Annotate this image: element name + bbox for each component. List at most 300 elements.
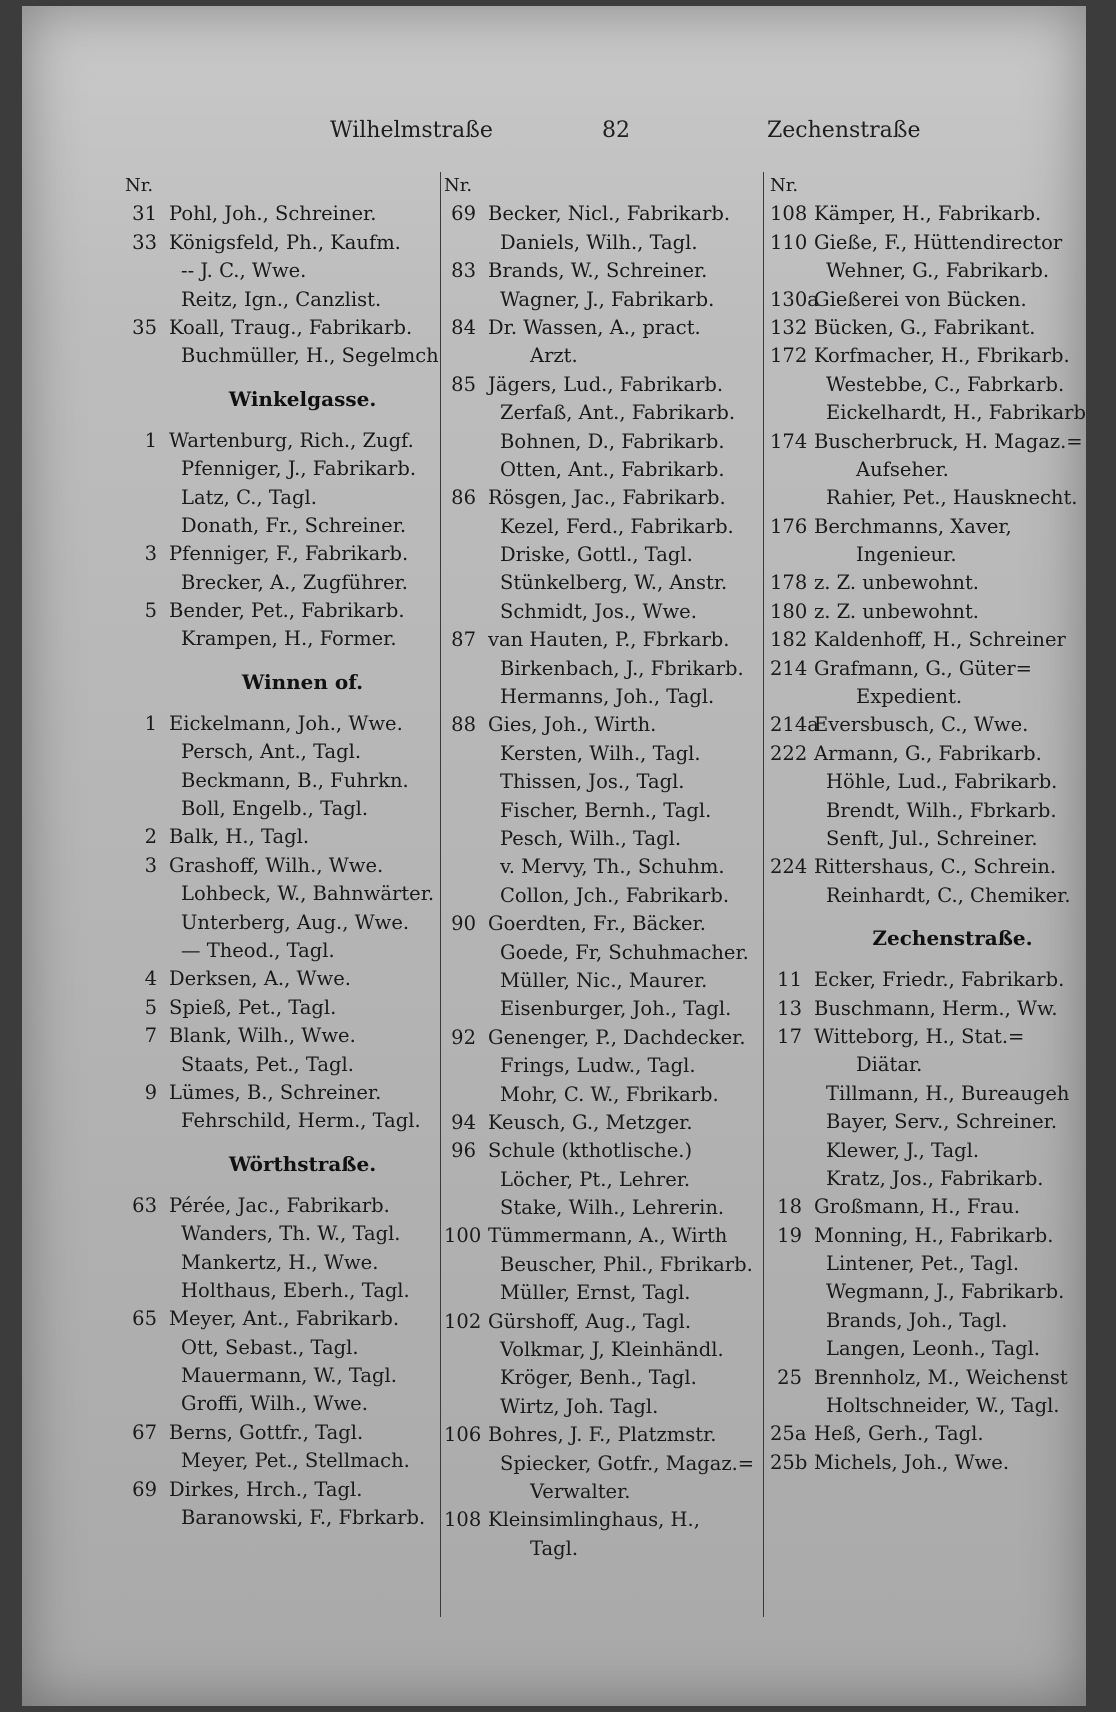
- entry-text: Persch, Ant., Tagl.: [181, 740, 362, 764]
- directory-entry: [444, 200, 774, 228]
- directory-entry: [444, 853, 774, 881]
- entry-text: — Theod., Tagl.: [181, 938, 335, 962]
- house-number: 102: [444, 1309, 482, 1333]
- directory-entry: [770, 1335, 1095, 1363]
- entry-text: Aufseher.: [856, 457, 949, 481]
- directory-entry: [770, 314, 1095, 342]
- entry-text: Michels, Joh., Wwe.: [814, 1450, 1010, 1474]
- directory-entry: [444, 995, 774, 1023]
- directory-entry: [125, 965, 440, 993]
- house-number: 5: [144, 599, 157, 623]
- directory-entry: [770, 1449, 1095, 1477]
- house-number: 19: [777, 1223, 802, 1247]
- entry-text: Grafmann, G., Güter=: [814, 656, 1033, 680]
- entry-text: Brendt, Wilh., Fbrkarb.: [826, 798, 1057, 822]
- directory-entry: [770, 1023, 1095, 1051]
- directory-entry: [125, 625, 440, 653]
- entry-text: Groffi, Wilh., Wwe.: [181, 1392, 368, 1416]
- entry-text: Mohr, C. W., Fbrikarb.: [500, 1082, 719, 1106]
- directory-entry: [444, 598, 774, 626]
- page-number: 82: [602, 118, 630, 143]
- directory-entry: [770, 598, 1095, 626]
- entry-text: Armann, G., Fabrikarb.: [814, 741, 1042, 765]
- directory-entry: [770, 1108, 1095, 1136]
- entry-text: Reitz, Ign., Canzlist.: [181, 287, 382, 311]
- directory-entry: [125, 342, 440, 370]
- directory-entry: [770, 655, 1095, 683]
- directory-entry: [125, 1220, 440, 1248]
- house-number: 18: [777, 1195, 802, 1219]
- house-number: 90: [451, 912, 476, 936]
- nr-label: Nr.: [444, 175, 473, 196]
- directory-entry: [125, 257, 440, 285]
- entry-text: Eversbusch, C., Wwe.: [814, 713, 1029, 737]
- directory-entry: [770, 229, 1095, 257]
- directory-entry: [125, 1051, 440, 1079]
- entry-text: Schmidt, Jos., Wwe.: [500, 599, 697, 623]
- house-number: 88: [451, 713, 476, 737]
- house-number: 25b: [770, 1450, 808, 1474]
- directory-entry: [125, 880, 440, 908]
- entry-text: Otten, Ant., Fabrikarb.: [500, 457, 725, 481]
- house-number: 214a: [770, 713, 819, 737]
- entry-text: Spieß, Pet., Tagl.: [169, 995, 337, 1019]
- column-header-nr: [125, 172, 440, 200]
- entry-text: Kleinsimlinghaus, H.,: [488, 1508, 700, 1532]
- directory-entry: [770, 428, 1095, 456]
- directory-entry: [770, 995, 1095, 1023]
- entry-text: Volkmar, J, Kleinhändl.: [500, 1338, 724, 1362]
- house-number: 85: [451, 372, 476, 396]
- entry-text: Gies, Joh., Wirth.: [488, 713, 657, 737]
- entry-text: Bender, Pet., Fabrikarb.: [169, 599, 405, 623]
- entry-text: Goede, Fr, Schuhmacher.: [500, 940, 749, 964]
- entry-text: Rösgen, Jac., Fabrikarb.: [488, 486, 726, 510]
- entry-text: Witteborg, H., Stat.=: [814, 1024, 1025, 1048]
- entry-text: Goerdten, Fr., Bäcker.: [488, 912, 706, 936]
- house-number: 25a: [770, 1422, 807, 1446]
- directory-entry: [125, 1334, 440, 1362]
- house-number: 108: [770, 202, 808, 226]
- house-number: 94: [451, 1110, 476, 1134]
- entry-text: Kratz, Jos., Fabrikarb.: [826, 1166, 1044, 1190]
- directory-entry: [770, 1420, 1095, 1448]
- directory-entry: [444, 1166, 774, 1194]
- entry-text: Holtschneider, W., Tagl.: [826, 1394, 1060, 1418]
- directory-entry: [444, 711, 774, 739]
- directory-entry: [444, 683, 774, 711]
- directory-entry: [770, 853, 1095, 881]
- directory-entry: [770, 342, 1095, 370]
- house-number: 222: [770, 741, 808, 765]
- house-number: 3: [144, 542, 157, 566]
- house-number: 69: [132, 1477, 157, 1501]
- entry-text: Langen, Leonh., Tagl.: [826, 1337, 1041, 1361]
- entry-text: Latz, C., Tagl.: [181, 485, 317, 509]
- directory-entry: [125, 738, 440, 766]
- directory-entry: [125, 1192, 440, 1220]
- directory-entry: [770, 371, 1095, 399]
- directory-entry: [770, 399, 1095, 427]
- house-number: 3: [144, 853, 157, 877]
- directory-entry: [770, 513, 1095, 541]
- directory-entry: [444, 428, 774, 456]
- entry-text: Buchmüller, H., Segelmch: [181, 344, 439, 368]
- directory-entry: [770, 1137, 1095, 1165]
- directory-entry: [125, 767, 440, 795]
- entry-text: Senft, Jul., Schreiner.: [826, 826, 1038, 850]
- column-2: [444, 172, 774, 1563]
- entry-text: Gießerei von Bücken.: [814, 287, 1027, 311]
- entry-text: Kaldenhoff, H., Schreiner: [814, 628, 1066, 652]
- directory-entry: [770, 825, 1095, 853]
- entry-text: Arzt.: [530, 344, 578, 368]
- house-number: 182: [770, 628, 808, 652]
- entry-text: Ecker, Friedr., Fabrikarb.: [814, 968, 1065, 992]
- house-number: 176: [770, 514, 808, 538]
- entry-text: Lümes, B., Schreiner.: [169, 1080, 382, 1104]
- house-number: 87: [451, 628, 476, 652]
- house-number: 172: [770, 344, 808, 368]
- house-number: 65: [132, 1307, 157, 1331]
- entry-text: Donath, Fr., Schreiner.: [181, 513, 407, 537]
- directory-entry: [444, 1393, 774, 1421]
- entry-text: Löcher, Pt., Lehrer.: [500, 1167, 691, 1191]
- house-number: 2: [144, 825, 157, 849]
- entry-text: Tagl.: [530, 1536, 579, 1560]
- entry-text: Lintener, Pet., Tagl.: [826, 1252, 1020, 1276]
- entry-text: Klewer, J., Tagl.: [826, 1138, 980, 1162]
- directory-entry: [444, 797, 774, 825]
- entry-text: Becker, Nicl., Fabrikarb.: [488, 202, 731, 226]
- directory-entry: [770, 484, 1095, 512]
- entry-text: Müller, Nic., Maurer.: [500, 968, 708, 992]
- entry-text: Stünkelberg, W., Anstr.: [500, 571, 728, 595]
- entry-text: Monning, H., Fabrikarb.: [814, 1223, 1054, 1247]
- directory-entry: [444, 1421, 774, 1449]
- entry-text: Zerfaß, Ant., Fabrikarb.: [500, 401, 736, 425]
- directory-entry: [444, 626, 774, 654]
- header-left-street: Wilhelmstraße: [330, 118, 493, 143]
- directory-entry: [444, 257, 774, 285]
- directory-entry: [770, 286, 1095, 314]
- nr-label: Nr.: [770, 175, 799, 196]
- house-number: 5: [144, 995, 157, 1019]
- entry-text: Lohbeck, W., Bahnwärter.: [181, 882, 435, 906]
- directory-entry: [444, 740, 774, 768]
- house-number: 11: [777, 968, 802, 992]
- directory-entry: [444, 314, 774, 342]
- entry-text: Koall, Traug., Fabrikarb.: [169, 315, 413, 339]
- entry-text: Pfenniger, J., Fabrikarb.: [181, 457, 417, 481]
- directory-entry: [444, 569, 774, 597]
- entry-text: van Hauten, P., Fbrkarb.: [488, 628, 730, 652]
- directory-entry: [770, 1193, 1095, 1221]
- entry-text: Grashoff, Wilh., Wwe.: [169, 853, 384, 877]
- house-number: 224: [770, 855, 808, 879]
- directory-entry: [444, 456, 774, 484]
- directory-entry: [444, 513, 774, 541]
- entry-text: Rahier, Pet., Hausknecht.: [826, 486, 1078, 510]
- entry-text: -- J. C., Wwe.: [181, 259, 307, 283]
- directory-entry: [444, 1535, 774, 1563]
- nr-label: Nr.: [125, 175, 154, 196]
- entry-text: Mankertz, H., Wwe.: [181, 1250, 379, 1274]
- directory-entry: [770, 1364, 1095, 1392]
- directory-entry: [770, 200, 1095, 228]
- entry-text: Dr. Wassen, A., pract.: [488, 315, 701, 339]
- entry-text: Wegmann, J., Fabrikarb.: [826, 1280, 1065, 1304]
- directory-entry: [125, 937, 440, 965]
- entry-text: Kämper, H., Fabrikarb.: [814, 202, 1042, 226]
- directory-entry: [125, 1277, 440, 1305]
- directory-entry: [444, 825, 774, 853]
- entry-text: Tillmann, H., Bureaugeh: [826, 1081, 1070, 1105]
- entry-text: Wagner, J., Fabrikarb.: [500, 287, 715, 311]
- directory-entry: [125, 1362, 440, 1390]
- house-number: 96: [451, 1139, 476, 1163]
- directory-entry: [125, 1305, 440, 1333]
- directory-entry: [444, 1024, 774, 1052]
- entry-text: Hermanns, Joh., Tagl.: [500, 685, 715, 709]
- entry-text: Rittershaus, C., Schrein.: [814, 855, 1057, 879]
- entry-text: v. Mervy, Th., Schuhm.: [500, 855, 725, 879]
- entry-text: Bohnen, D., Fabrikarb.: [500, 429, 725, 453]
- directory-entry: [770, 1165, 1095, 1193]
- entry-text: Pfenniger, F., Fabrikarb.: [169, 542, 409, 566]
- entry-text: Buschmann, Herm., Ww.: [814, 996, 1058, 1020]
- directory-entry: [444, 1109, 774, 1137]
- house-number: 33: [132, 230, 157, 254]
- directory-entry: [444, 286, 774, 314]
- entry-text: z. Z. unbewohnt.: [814, 571, 979, 595]
- directory-entry: [125, 994, 440, 1022]
- entry-text: z. Z. unbewohnt.: [814, 599, 979, 623]
- directory-entry: [770, 541, 1095, 569]
- directory-entry: [444, 229, 774, 257]
- entry-text: Müller, Ernst, Tagl.: [500, 1281, 691, 1305]
- entry-text: Unterberg, Aug., Wwe.: [181, 910, 410, 934]
- house-number: 110: [770, 230, 808, 254]
- directory-entry: [444, 399, 774, 427]
- directory-entry: [125, 795, 440, 823]
- directory-entry: [444, 1450, 774, 1478]
- directory-entry: [444, 371, 774, 399]
- entry-text: Bayer, Serv., Schreiner.: [826, 1110, 1058, 1134]
- section-heading: Zechenstraße.: [872, 926, 1033, 951]
- directory-entry: [444, 1222, 774, 1250]
- directory-entry: [444, 910, 774, 938]
- house-number: 100: [444, 1224, 482, 1248]
- directory-entry: [770, 768, 1095, 796]
- directory-entry: [125, 229, 440, 257]
- directory-entry: [125, 569, 440, 597]
- house-number: 9: [144, 1080, 157, 1104]
- column-header-nr: [444, 172, 774, 200]
- house-number: 180: [770, 599, 808, 623]
- directory-entry: [444, 768, 774, 796]
- entry-text: Wirtz, Joh. Tagl.: [500, 1394, 659, 1418]
- entry-text: Korfmacher, H., Fbrikarb.: [814, 344, 1070, 368]
- house-number: 178: [770, 571, 808, 595]
- entry-text: Reinhardt, C., Chemiker.: [826, 883, 1071, 907]
- entry-text: Driske, Gottl., Tagl.: [500, 543, 693, 567]
- entry-text: Brennholz, M., Weichenst: [814, 1365, 1068, 1389]
- directory-entry: [125, 823, 440, 851]
- house-number: 67: [132, 1420, 157, 1444]
- entry-text: Berns, Gottfr., Tagl.: [169, 1420, 364, 1444]
- directory-entry: [444, 1308, 774, 1336]
- directory-entry: [125, 1079, 440, 1107]
- entry-text: Gieße, F., Hüttendirector: [814, 230, 1063, 254]
- directory-entry: [770, 1080, 1095, 1108]
- directory-entry: [125, 540, 440, 568]
- directory-entry: [770, 626, 1095, 654]
- directory-entry: [770, 569, 1095, 597]
- directory-entry: [125, 427, 440, 455]
- house-number: 106: [444, 1423, 482, 1447]
- entry-text: Verwalter.: [530, 1479, 631, 1503]
- directory-entry: [125, 1107, 440, 1135]
- section-heading: Winkelgasse.: [228, 386, 377, 411]
- house-number: 17: [777, 1024, 802, 1048]
- house-number: 25: [777, 1365, 802, 1389]
- house-number: 92: [451, 1025, 476, 1049]
- house-number: 63: [132, 1193, 157, 1217]
- directory-entry: [444, 1081, 774, 1109]
- directory-entry: [125, 710, 440, 738]
- section-heading: Wörthstraße.: [228, 1151, 377, 1176]
- entry-text: Heß, Gerh., Tagl.: [814, 1422, 984, 1446]
- directory-entry: [125, 1249, 440, 1277]
- entry-text: Gürshoff, Aug., Tagl.: [488, 1309, 692, 1333]
- entry-text: Baranowski, F., Fbrkarb.: [181, 1506, 426, 1530]
- entry-text: Eickelmann, Joh., Wwe.: [169, 711, 403, 735]
- directory-entry: [125, 909, 440, 937]
- directory-entry: [125, 1419, 440, 1447]
- directory-entry: [125, 1390, 440, 1418]
- directory-entry: [125, 597, 440, 625]
- directory-entry: [444, 1137, 774, 1165]
- entry-text: Beckmann, B., Fuhrkn.: [181, 768, 409, 792]
- directory-entry: [444, 655, 774, 683]
- entry-text: Westebbe, C., Fabrkarb.: [826, 372, 1065, 396]
- entry-text: Collon, Jch., Fabrikarb.: [500, 883, 730, 907]
- column-header-nr: [770, 172, 1095, 200]
- entry-text: Boll, Engelb., Tagl.: [181, 797, 369, 821]
- entry-text: Brands, Joh., Tagl.: [826, 1308, 1008, 1332]
- directory-entry: [770, 1278, 1095, 1306]
- directory-entry: [125, 852, 440, 880]
- entry-text: Wanders, Th. W., Tagl.: [181, 1222, 401, 1246]
- entry-text: Berchmanns, Xaver,: [814, 514, 1012, 538]
- house-number: 132: [770, 315, 808, 339]
- entry-text: Diätar.: [856, 1053, 923, 1077]
- directory-entry: [125, 1447, 440, 1475]
- entry-text: Bohres, J. F., Platzmstr.: [488, 1423, 717, 1447]
- directory-entry: [125, 1022, 440, 1050]
- directory-entry: [444, 1478, 774, 1506]
- directory-entry: [125, 286, 440, 314]
- entry-text: Dirkes, Hrch., Tagl.: [169, 1477, 363, 1501]
- entry-text: Mauermann, W., Tagl.: [181, 1364, 397, 1388]
- house-number: 35: [132, 315, 157, 339]
- house-number: 1: [144, 428, 157, 452]
- entry-text: Wartenburg, Rich., Zugf.: [169, 428, 414, 452]
- entry-text: Pesch, Wilh., Tagl.: [500, 826, 682, 850]
- entry-text: Spiecker, Gotfr., Magaz.=: [500, 1451, 755, 1475]
- entry-text: Meyer, Pet., Stellmach.: [181, 1449, 410, 1473]
- directory-entry: [770, 1392, 1095, 1420]
- entry-text: Großmann, H., Frau.: [814, 1195, 1021, 1219]
- directory-entry: [444, 1506, 774, 1534]
- entry-text: Tümmermann, A., Wirth: [488, 1224, 728, 1248]
- entry-text: Keusch, G., Metzger.: [488, 1110, 693, 1134]
- directory-entry: [770, 257, 1095, 285]
- entry-text: Blank, Wilh., Wwe.: [169, 1024, 356, 1048]
- directory-entry: [444, 1279, 774, 1307]
- house-number: 1: [144, 711, 157, 735]
- directory-entry: [770, 797, 1095, 825]
- directory-entry: [125, 1504, 440, 1532]
- entry-text: Eisenburger, Joh., Tagl.: [500, 997, 732, 1021]
- directory-entry: [444, 342, 774, 370]
- directory-entry: [444, 541, 774, 569]
- column-3: [770, 172, 1095, 1477]
- entry-text: Frings, Ludw., Tagl.: [500, 1054, 696, 1078]
- directory-entry: [125, 512, 440, 540]
- directory-entry: [770, 456, 1095, 484]
- house-number: 31: [132, 202, 157, 226]
- entry-text: Schule (kthotlische.): [488, 1139, 693, 1163]
- entry-text: Brands, W., Schreiner.: [488, 259, 708, 283]
- directory-entry: [770, 683, 1095, 711]
- directory-entry: [770, 1222, 1095, 1250]
- entry-text: Bücken, G., Fabrikant.: [814, 315, 1036, 339]
- entry-text: Thissen, Jos., Tagl.: [500, 770, 685, 794]
- house-number: 4: [144, 967, 157, 991]
- directory-entry: [444, 882, 774, 910]
- entry-text: Ingenieur.: [856, 543, 957, 567]
- house-number: 7: [144, 1024, 157, 1048]
- directory-entry: [444, 484, 774, 512]
- directory-entry: [444, 939, 774, 967]
- entry-text: Pohl, Joh., Schreiner.: [169, 202, 377, 226]
- directory-entry: [125, 200, 440, 228]
- entry-text: Balk, H., Tagl.: [169, 825, 310, 849]
- house-number: 83: [451, 259, 476, 283]
- directory-entry: [770, 1250, 1095, 1278]
- directory-entry: [125, 314, 440, 342]
- directory-entry: [770, 1307, 1095, 1335]
- house-number: 84: [451, 315, 476, 339]
- directory-entry: [444, 1364, 774, 1392]
- house-number: 130a: [770, 287, 819, 311]
- entry-text: Derksen, A., Wwe.: [169, 967, 351, 991]
- house-number: 108: [444, 1508, 482, 1532]
- directory-entry: [770, 882, 1095, 910]
- entry-text: Jägers, Lud., Fabrikarb.: [488, 372, 724, 396]
- entry-text: Stake, Wilh., Lehrerin.: [500, 1196, 725, 1220]
- column-divider: [440, 172, 441, 1617]
- directory-entry: [770, 1051, 1095, 1079]
- directory-entry: [125, 1476, 440, 1504]
- entry-text: Eickelhardt, H., Fabrikarb: [826, 401, 1086, 425]
- directory-entry: [444, 1336, 774, 1364]
- directory-entry: [444, 967, 774, 995]
- directory-entry: [444, 1251, 774, 1279]
- entry-text: Buscherbruck, H. Magaz.=: [814, 429, 1083, 453]
